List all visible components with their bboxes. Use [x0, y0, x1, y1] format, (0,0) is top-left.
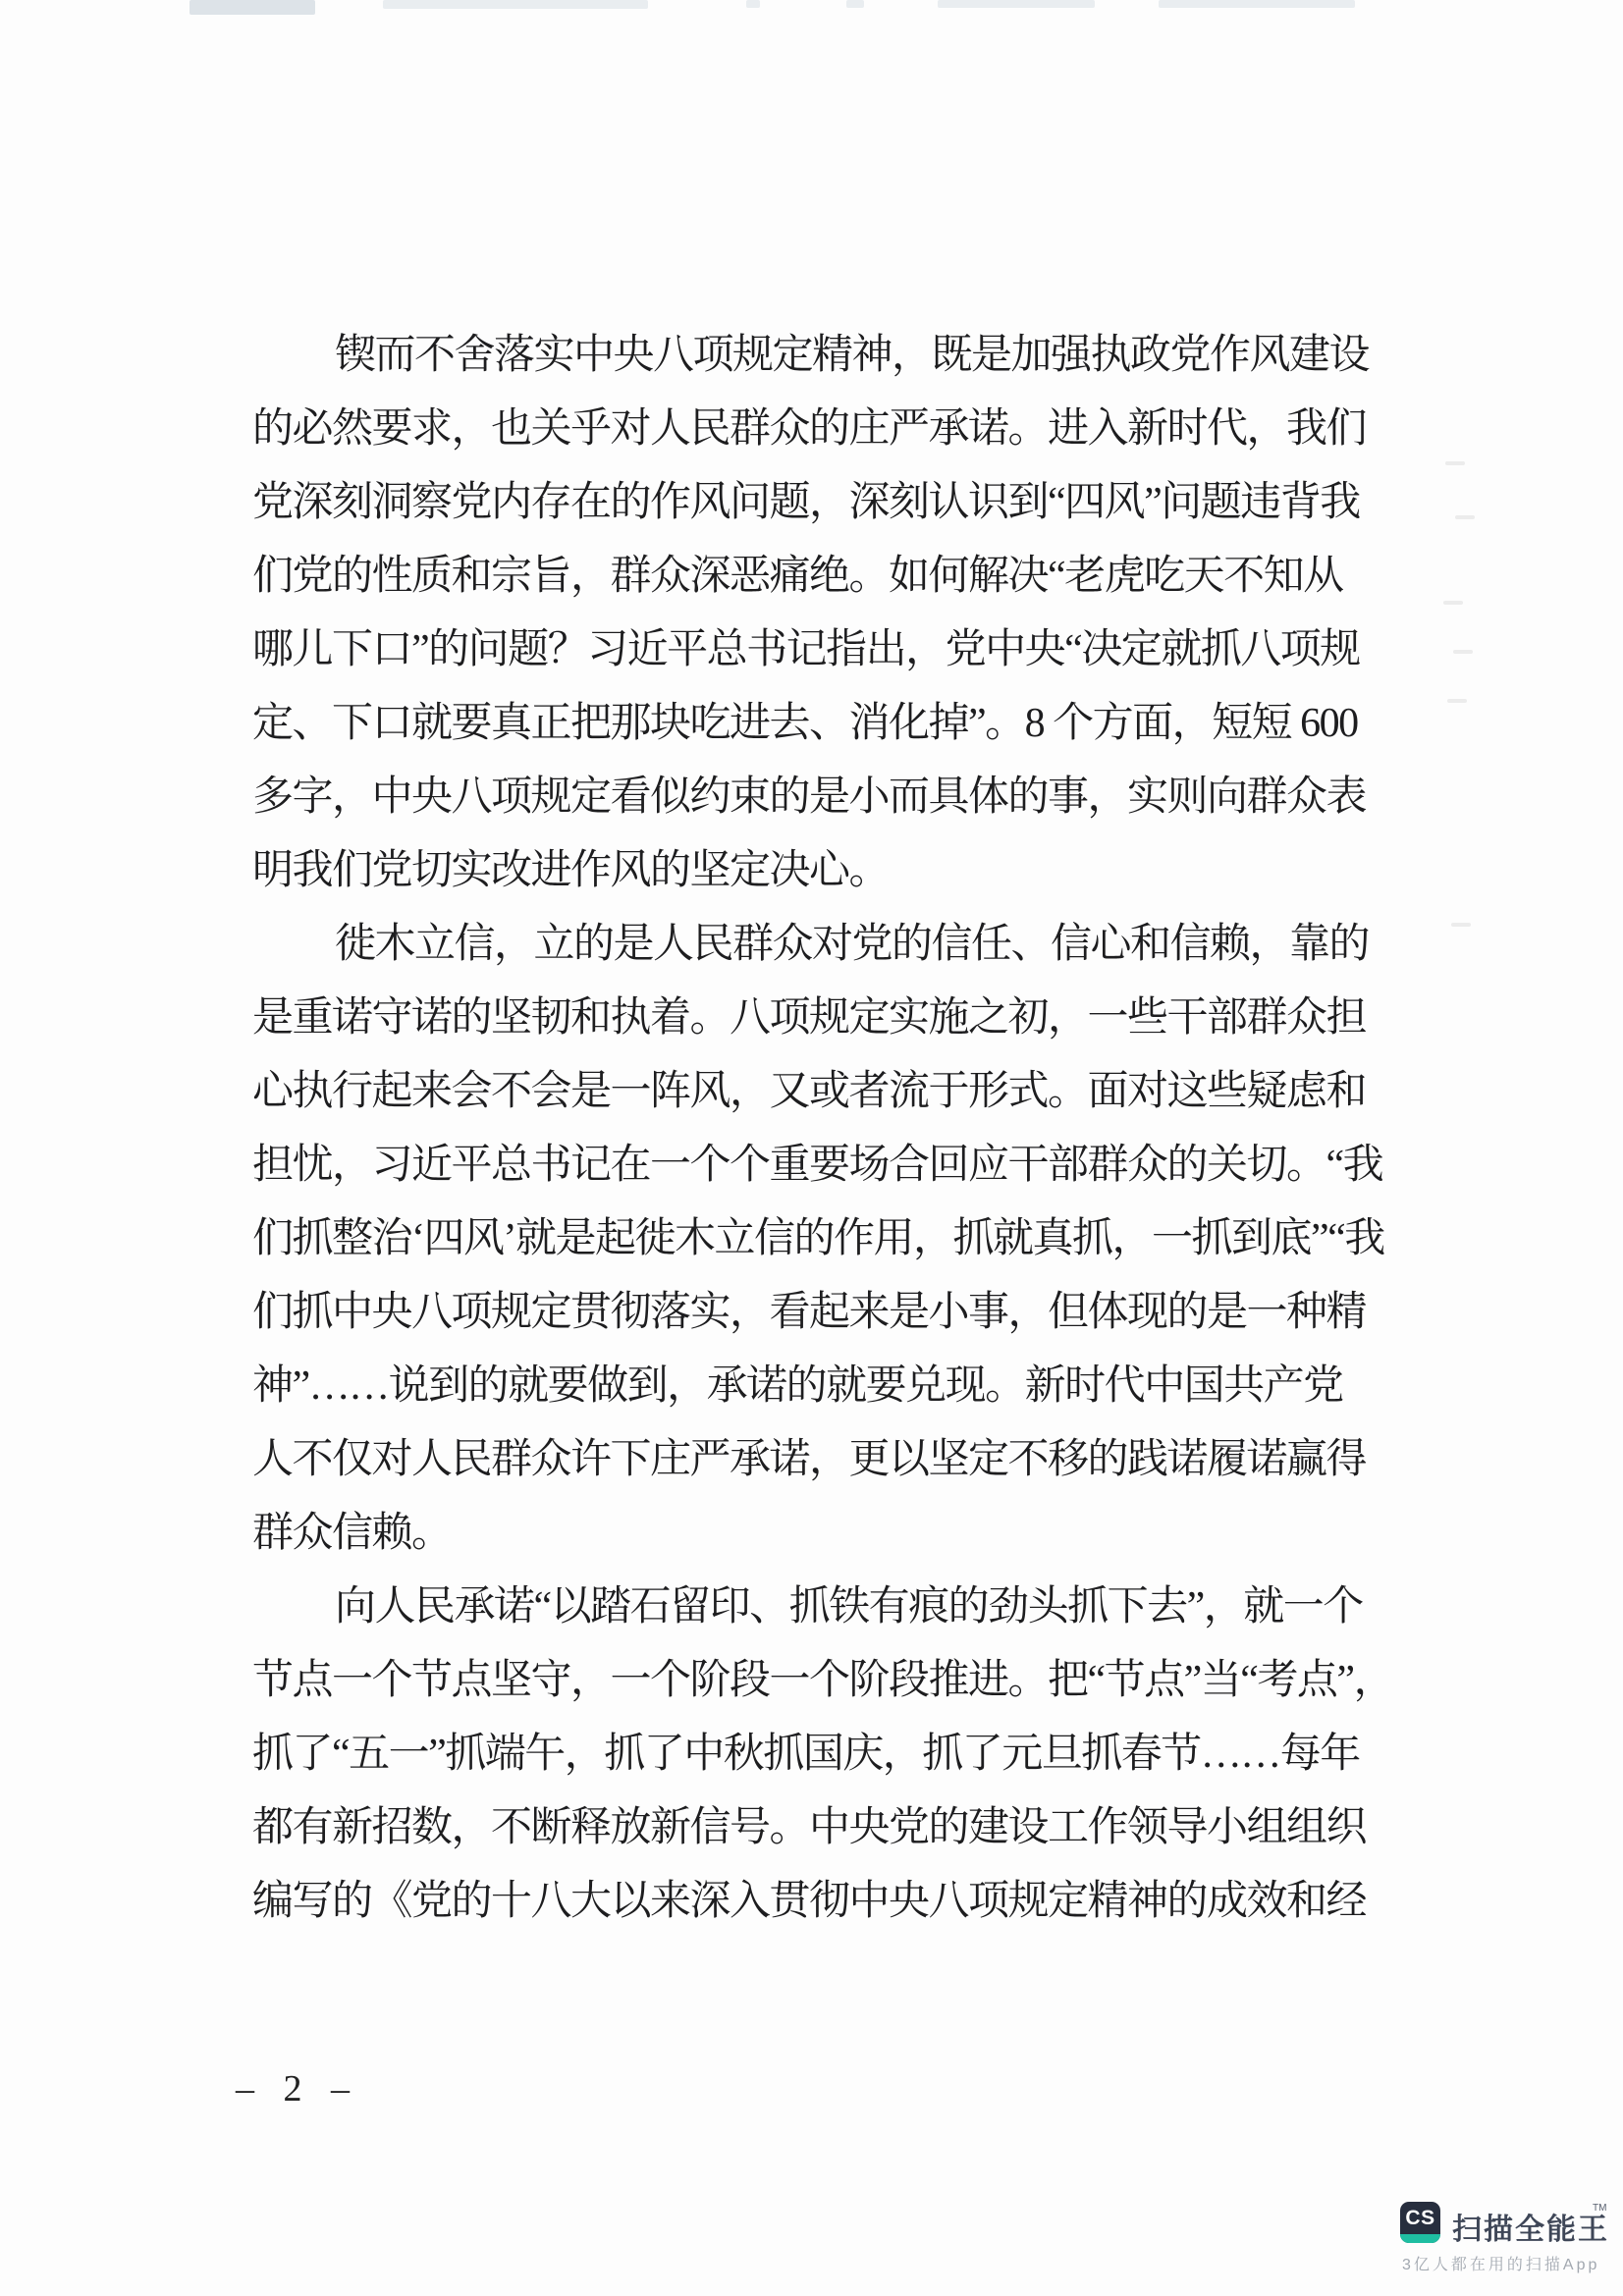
scan-artifact — [1447, 699, 1467, 703]
scan-artifact — [189, 0, 315, 15]
text-line: 节点一个节点坚守，一个阶段一个阶段推进。把“节点”当“考点”， — [252, 1658, 1394, 1703]
text-line: 们党的性质和宗旨，群众深恶痛绝。如何解决“老虎吃天不知从 — [252, 554, 1343, 599]
text-line: 的必然要求，也关乎对人民群众的庄严承诺。进入新时代，我们 — [252, 406, 1367, 452]
scan-artifact — [383, 0, 648, 9]
cs-logo-text: CS — [1405, 2207, 1435, 2229]
text-line: 明我们党切实改进作风的坚定决心。 — [252, 848, 890, 893]
text-line: 人不仅对人民群众许下庄严承诺，更以坚定不移的践诺履诺赢得 — [252, 1437, 1367, 1482]
scan-artifact — [1443, 601, 1463, 605]
document-text-block — [252, 319, 1394, 1939]
scan-artifact — [1453, 650, 1473, 654]
text-line: 党深刻洞察党内存在的作风问题，深刻认识到“四风”问题违背我 — [252, 480, 1360, 525]
text-line: 们抓整治‘四风’就是起徙木立信的作用，抓就真抓，一抓到底”“我 — [252, 1216, 1384, 1261]
text-line: 向人民承诺“以踏石留印、抓铁有痕的劲头抓下去”，就一个 — [335, 1584, 1363, 1629]
text-line: 担忧，习近平总书记在一个个重要场合回应干部群众的关切。“我 — [252, 1143, 1383, 1188]
scan-artifact — [938, 0, 1095, 8]
scan-artifact — [846, 0, 864, 8]
text-line: 编写的《党的十八大以来深入贯彻中央八项规定精神的成效和经 — [252, 1879, 1367, 1924]
scan-artifact — [1159, 0, 1355, 8]
text-line: 神”……说到的就要做到，承诺的就要兑现。新时代中国共产党 — [252, 1363, 1343, 1409]
logo-accent-strip — [1400, 2234, 1440, 2243]
text-line: 锲而不舍落实中央八项规定精神，既是加强执政党作风建设 — [335, 333, 1370, 378]
text-line: 群众信赖。 — [252, 1511, 452, 1556]
scan-artifact — [1451, 923, 1471, 927]
text-line: 抓了“五一”抓端午，抓了中秋抓国庆，抓了元旦抓春节……每年 — [252, 1732, 1360, 1777]
trademark-symbol: TM — [1593, 2203, 1607, 2214]
page-number: – 2 – — [236, 2068, 359, 2109]
camscanner-logo-icon — [1400, 2202, 1440, 2243]
text-line: 们抓中央八项规定贯彻落实，看起来是小事，但体现的是一种精 — [252, 1290, 1367, 1335]
text-line: 徙木立信，立的是人民群众对党的信任、信心和信赖，靠的 — [335, 922, 1370, 967]
text-line: 哪儿下口”的问题？习近平总书记指出，党中央“决定就抓八项规 — [252, 627, 1360, 672]
text-line: 多字，中央八项规定看似约束的是小而具体的事，实则向群众表 — [252, 774, 1367, 820]
camscanner-app-name: 扫描全能王 — [1452, 2214, 1609, 2246]
scan-artifact — [1455, 515, 1475, 519]
text-line: 定、下口就要真正把那块吃进去、消化掉”。8 个方面，短短 600 — [252, 701, 1358, 746]
scan-artifact — [746, 0, 760, 8]
text-line: 心执行起来会不会是一阵风，又或者流于形式。面对这些疑虑和 — [252, 1069, 1367, 1114]
scan-artifact — [1445, 461, 1465, 465]
text-line: 是重诺守诺的坚韧和执着。八项规定实施之初，一些干部群众担 — [252, 995, 1367, 1041]
text-line: 都有新招数，不断释放新信号。中央党的建设工作领导小组组织 — [252, 1805, 1367, 1850]
camscanner-tagline: 3亿人都在用的扫描App — [1402, 2257, 1600, 2273]
